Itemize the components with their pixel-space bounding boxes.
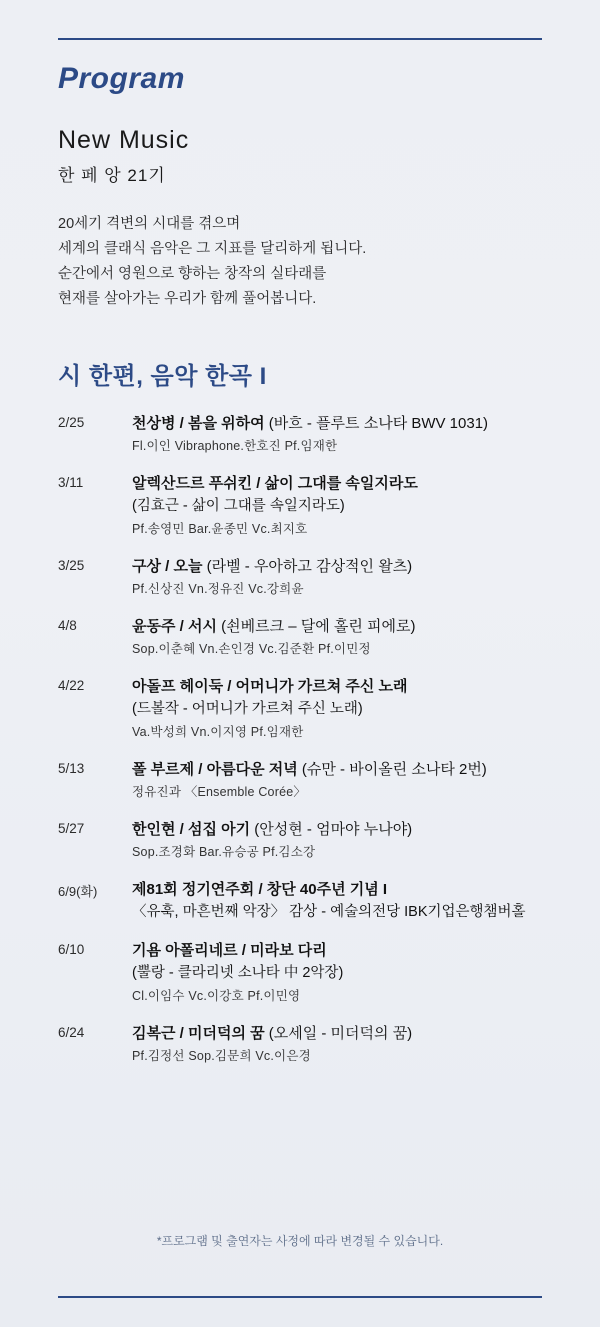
item-title: 알렉산드르 푸쉬킨 / 삶이 그대를 속일지라도 [132, 475, 418, 492]
list-item [58, 759, 560, 802]
item-title: 제81회 정기연주회 / 창단 40주년 기념 I [132, 881, 388, 898]
list-item [58, 473, 560, 539]
series-heading: 시 한편, 음악 한곡 I [58, 363, 267, 390]
item-title-line [132, 1023, 560, 1044]
item-title-line [132, 759, 560, 780]
item-title: 기욤 아폴리네르 / 미라보 다리 [132, 942, 327, 959]
item-date: 4/8 [58, 618, 77, 633]
program-list [58, 413, 560, 1066]
item-subtitle: (김효근 - 삶이 그대를 속일지라도) [132, 498, 345, 514]
item-info [132, 676, 560, 742]
item-title-line [132, 676, 560, 697]
item-date: 5/13 [58, 761, 85, 776]
list-item [58, 556, 560, 599]
item-date: 6/10 [58, 942, 85, 957]
item-performers: Va.박성희 Vn.이지영 Pf.임재한 [132, 725, 304, 739]
intro-line: 세계의 클래식 음악은 그 지표를 달리하게 됩니다. [58, 241, 367, 257]
item-date: 5/27 [58, 821, 85, 836]
item-performers: Cl.이임수 Vc.이강호 Pf.이민영 [132, 989, 301, 1003]
item-date: 3/25 [58, 558, 85, 573]
item-performers: Fl.이인 Vibraphone.한호진 Pf.임재한 [132, 439, 338, 453]
item-performers: Pf.김정선 Sop.김문희 Vc.이은경 [132, 1049, 311, 1063]
item-performers: 정유진과 〈Ensemble Corée〉 [132, 785, 307, 799]
section-subtitle: 한 페 앙 21기 [58, 166, 166, 185]
item-date: 6/24 [58, 1025, 85, 1040]
item-info [132, 413, 560, 456]
item-title: 폴 부르제 / 아름다운 저녁 [132, 761, 302, 778]
item-date: 6/9(화) [58, 884, 98, 899]
list-item [58, 1023, 560, 1066]
item-info [132, 819, 560, 862]
list-item [58, 819, 560, 862]
item-title-note: (안성현 - 엄마야 누나야) [254, 821, 413, 838]
item-performers: Sop.이춘혜 Vn.손인경 Vc.김준환 Pf.이민정 [132, 642, 371, 656]
list-item [58, 413, 560, 456]
list-item [58, 940, 560, 1006]
item-title-note: (슈만 - 바이올린 소나타 2번) [301, 761, 487, 778]
intro-line: 현재를 살아가는 우리가 함께 풀어봅니다. [58, 291, 317, 307]
item-info [132, 473, 560, 539]
item-info [132, 759, 560, 802]
intro-paragraph [58, 212, 560, 312]
item-title-note: (바흐 - 플루트 소나타 BWV 1031) [268, 415, 489, 432]
item-subtitle: (드볼작 - 어머니가 가르쳐 주신 노래) [132, 701, 363, 717]
content-area [58, 62, 560, 1083]
item-performers: Pf.송영민 Bar.윤종민 Vc.최지호 [132, 522, 308, 536]
item-subtitle: (뿔랑 - 클라리넷 소나타 中 2악장) [132, 965, 344, 981]
item-title-note: (라벨 - 우아하고 감상적인 왈츠) [206, 558, 413, 575]
item-info [132, 616, 560, 659]
item-info [132, 556, 560, 599]
item-info [132, 1023, 560, 1066]
item-title-line [132, 556, 560, 577]
item-title: 김복근 / 미더덕의 꿈 [132, 1025, 269, 1042]
item-performers: Pf.신상진 Vn.정유진 Vc.강희윤 [132, 582, 304, 596]
section-title: New Music [58, 126, 190, 154]
list-item [58, 616, 560, 659]
item-title: 천상병 / 봄을 위하여 [132, 415, 269, 432]
list-item [58, 676, 560, 742]
list-item [58, 879, 560, 923]
item-title-line [132, 616, 560, 637]
item-title-line [132, 819, 560, 840]
item-title-note: (쇤베르크 – 달에 홀린 피에로) [221, 618, 416, 635]
item-title-note: (오세일 - 미더덕의 꿈) [268, 1025, 413, 1042]
item-title-line [132, 473, 560, 494]
item-subtitle: 〈유훅, 마흔번째 악장〉 감상 - 예술의전당 IBK기업은행챔버홀 [132, 904, 526, 920]
item-title: 아돌프 헤이둑 / 어머니가 가르쳐 주신 노래 [132, 678, 408, 695]
item-title: 윤동주 / 서시 [132, 618, 222, 635]
top-divider [58, 38, 542, 40]
item-title-line [132, 940, 560, 961]
item-performers: Sop.조경화 Bar.유승공 Pf.김소강 [132, 845, 316, 859]
intro-line: 20세기 격변의 시대를 겪으며 [58, 216, 241, 232]
footnote: *프로그램 및 출연자는 사정에 따라 변경될 수 있습니다. [156, 1234, 444, 1248]
item-info [132, 879, 560, 923]
item-date: 3/11 [58, 475, 84, 490]
item-title: 한인현 / 섬집 아기 [132, 821, 255, 838]
bottom-divider [58, 1296, 542, 1298]
item-title: 구상 / 오늘 [132, 558, 207, 575]
item-date: 4/22 [58, 678, 85, 693]
item-info [132, 940, 560, 1006]
item-date: 2/25 [58, 415, 85, 430]
intro-line: 순간에서 영원으로 향하는 창작의 실타래를 [58, 266, 327, 282]
item-title-line [132, 413, 560, 434]
page-title: Program [58, 62, 185, 95]
item-title-line [132, 879, 560, 900]
